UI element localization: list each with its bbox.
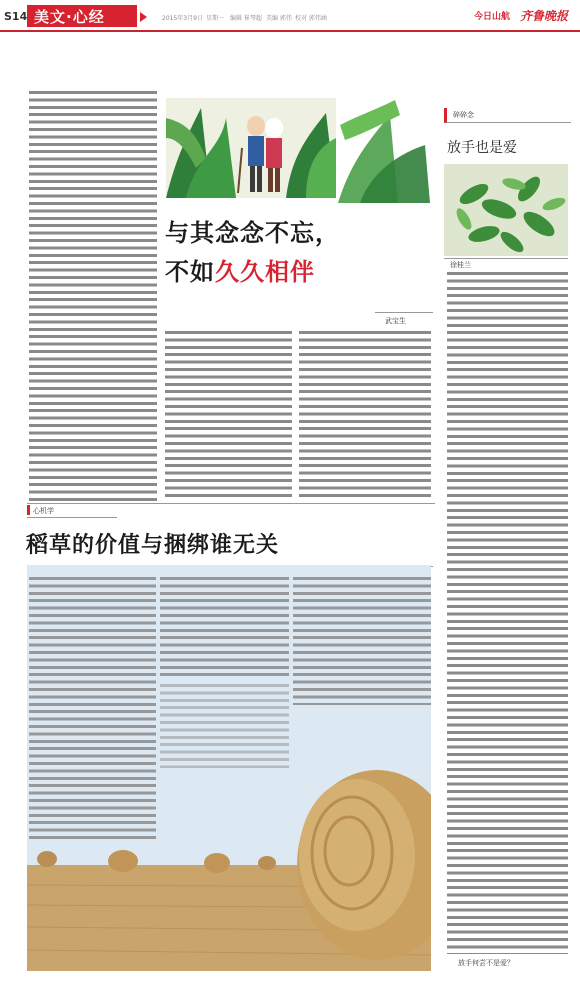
issue-date: 2015年3月9日 — [162, 15, 203, 22]
newspaper-logo: 齐鲁晚报 — [520, 9, 569, 23]
article2-column-tag: 心机学 — [33, 507, 54, 515]
green-plant-photo — [444, 164, 568, 256]
byline-rule — [375, 312, 433, 313]
tag-marker — [27, 505, 30, 515]
article2-column-3 — [293, 577, 431, 705]
article1-column-3 — [299, 331, 431, 501]
section-divider — [27, 503, 435, 504]
article1-headline-line2 — [165, 252, 315, 287]
article1-column-1 — [29, 91, 157, 501]
article1-headline-line1: 与其念念不忘， — [165, 219, 340, 247]
proof-credit: 校对 郭伟涵 — [295, 15, 327, 22]
sidebar-column-tag — [444, 108, 571, 123]
article1-byline: 武宝生 — [385, 317, 406, 325]
page-header — [0, 0, 580, 32]
sidebar-closing-line: 放手何尝不是爱？ — [458, 959, 514, 967]
sidebar-column-tag-label: 碎碎念 — [453, 111, 474, 119]
column-name: 今日山航 — [474, 12, 511, 22]
editor-credit: 编辑 崔琴超 — [230, 15, 262, 22]
page-number: S14 — [4, 10, 28, 23]
section-title: 美文·心经 — [34, 8, 105, 26]
article2-column-1 — [29, 577, 156, 839]
illustration-foliage-right — [160, 95, 430, 203]
article2-headline: 稻草的价值与捆绑谁无关 — [26, 533, 280, 558]
issue-weekday: 星期一 — [206, 15, 225, 22]
article2-column-2 — [160, 577, 289, 677]
article1-column-2 — [165, 331, 292, 501]
headline-plain: 不如 — [165, 258, 215, 286]
sidebar-byline-rule — [444, 258, 568, 259]
headline-emphasis: 久久相伴 — [215, 258, 315, 286]
sidebar-body-text — [447, 272, 568, 954]
sidebar-byline: 徐桂兰 — [450, 261, 471, 269]
chevron-right-icon — [140, 12, 147, 22]
art-editor-credit: 美编 郭伟 — [266, 15, 292, 22]
tag-underline — [27, 517, 117, 518]
sidebar-title: 放手也是爱 — [447, 140, 517, 156]
article2-column-2-lower — [160, 684, 289, 768]
